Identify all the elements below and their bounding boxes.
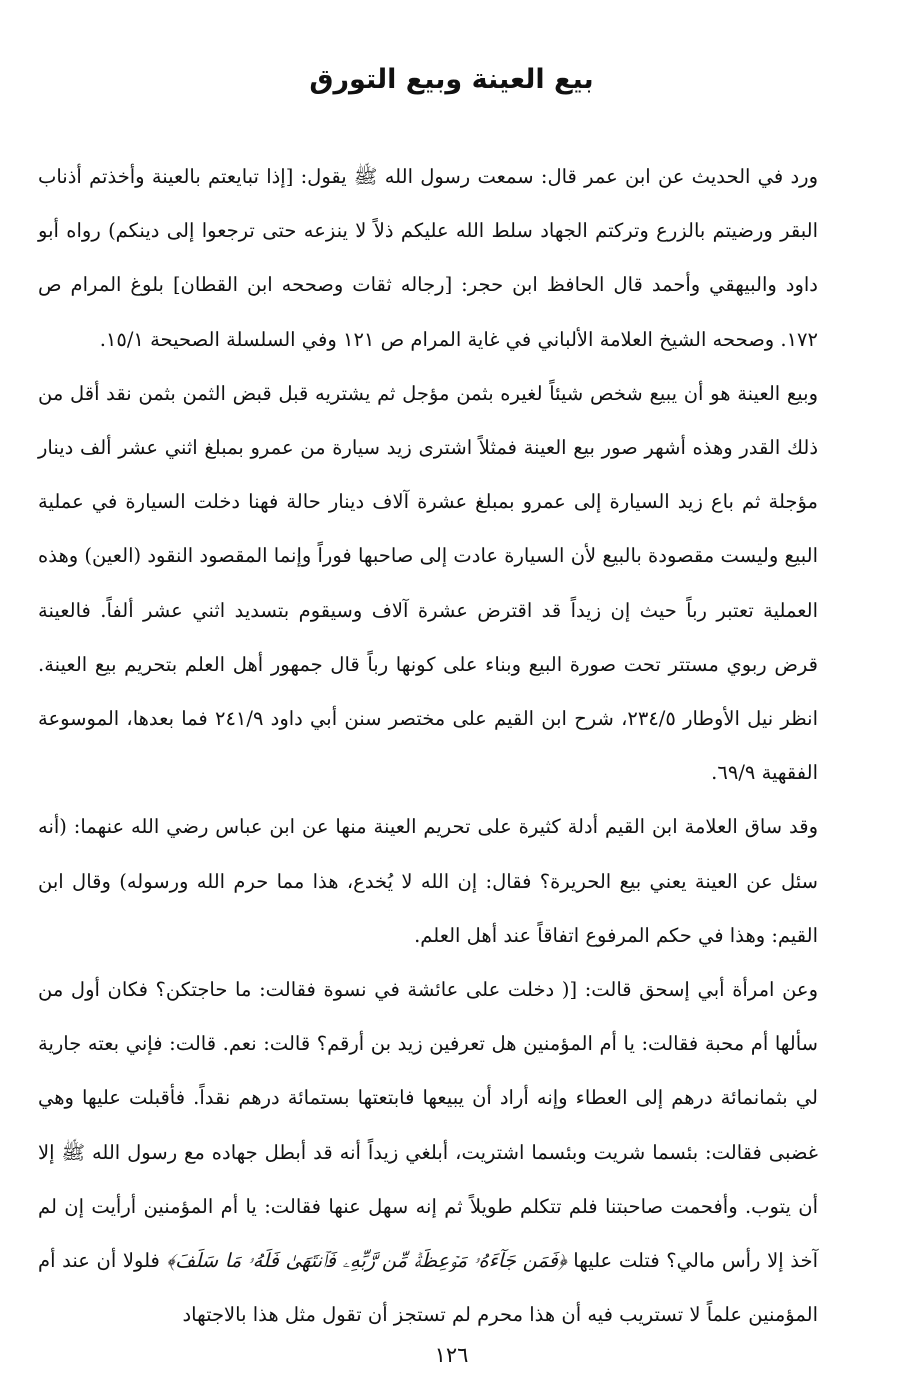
- aisha-narration-continuation: فلولا أن عند أم المؤمنين علماً لا تستريب فيه أن هذا محرم لم تستجز أن تقول مثل هذا بالاجتهاد: [38, 1249, 818, 1327]
- paragraph-ina-definition: وبيع العينة هو أن يبيع شخص شيئاً لغيره بثمن مؤجل ثم يشتريه قبل قبض الثمن بثمن نقد أقل من ذلك القدر وهذه أشهر صور بيع العينة فمثلاً اشترى زيد سيارة من عمرو بمبلغ اثني عشر ألف دينار مؤجلة ثم باع زيد السيارة إلى عمرو بمبلغ عشرة آلاف دينار حالة فهنا دخلت السيارة في عملية البيع وليست مقصودة بالبيع لأن السيارة عادت إلى صاحبها فوراً وإنما المقصود النقود (العين) وهذه العملية تعتبر رباً حيث إن زيداً قد اقترض عشرة آلاف وسيقوم بتسديد اثني عشر ألفاً. فالعينة قرض ربوي مستتر تحت صورة البيع وبناء على كونها رباً قال جمهور أهل العلم بتحريم بيع العينة. انظر نيل الأوطار ٢٣٤/٥، شرح ابن القيم على مختصر سنن أبي داود ٢٤١/٩ فما بعدها، الموسوعة الفقهية ٦٩/٩.: [38, 381, 819, 785]
- page-title: بيع العينة وبيع التورق: [309, 64, 594, 95]
- page-number: ١٢٦: [434, 1343, 469, 1367]
- paragraph-ibn-qayyim: وقد ساق العلامة ابن القيم أدلة كثيرة على تحريم العينة منها عن ابن عباس رضي الله عنهما: (أنه سئل عن العينة يعني بيع الحريرة؟ فقال: إن الله لا يُخدع، هذا مما حرم الله ورسوله) وقال ابن القيم: وهذا في حكم المرفوع اتفاقاً عند أهل العلم.: [38, 815, 818, 947]
- paragraph-aisha-narration: [38, 963, 818, 1342]
- paragraph-hadith-ina: ورد في الحديث عن ابن عمر قال: سمعت رسول الله ﷺ يقول: [إذا تبايعتم بالعينة وأخذتم أذناب البقر ورضيتم بالزرع وتركتم الجهاد سلط الله عليكم ذلاً لا ينزعه حتى ترجعوا إلى دينكم) رواه أبو داود والبيهقي وأحمد قال الحافظ ابن حجر: [رجاله ثقات وصححه ابن القطان] بلوغ المرام ص ١٧٢. وصححه الشيخ العلامة الألباني في غاية المرام ص ١٢١ وفي السلسلة الصحيحة ١٥/١.: [38, 165, 818, 351]
- aisha-narration-text: وعن امرأة أبي إسحق قالت: [( دخلت على عائشة في نسوة فقالت: ما حاجتكن؟ فكان أول من سألها أم محبة فقالت: يا أم المؤمنين هل تعرفين زيد بن أرقم؟ قالت: نعم. قالت: فإني بعته جارية لي بثمانمائة درهم إلى العطاء وإنه أراد أن يبيعها فابتعتها بستمائة درهم نقداً. فأقبلت عليها وهي غضبى فقالت: بئسما شريت وبئسما اشتريت، أبلغي زيداً أنه قد أبطل جهاده مع رسول الله ﷺ إلا أن يتوب. وأفحمت صاحبتنا فلم تتكلم طويلاً ثم إنه سهل عنها فقالت: يا أم المؤمنين أرأيت إن لم آخذ إلا رأس مالي؟ فتلت عليها: [38, 978, 818, 1273]
- quran-quote: ﴿فَمَن جَآءَهُۥ مَوۡعِظَةٞ مِّن رَّبِّهِۦ فَٱنتَهَىٰ فَلَهُۥ مَا سَلَفَ﴾: [166, 1249, 567, 1273]
- body-text: [38, 150, 818, 1342]
